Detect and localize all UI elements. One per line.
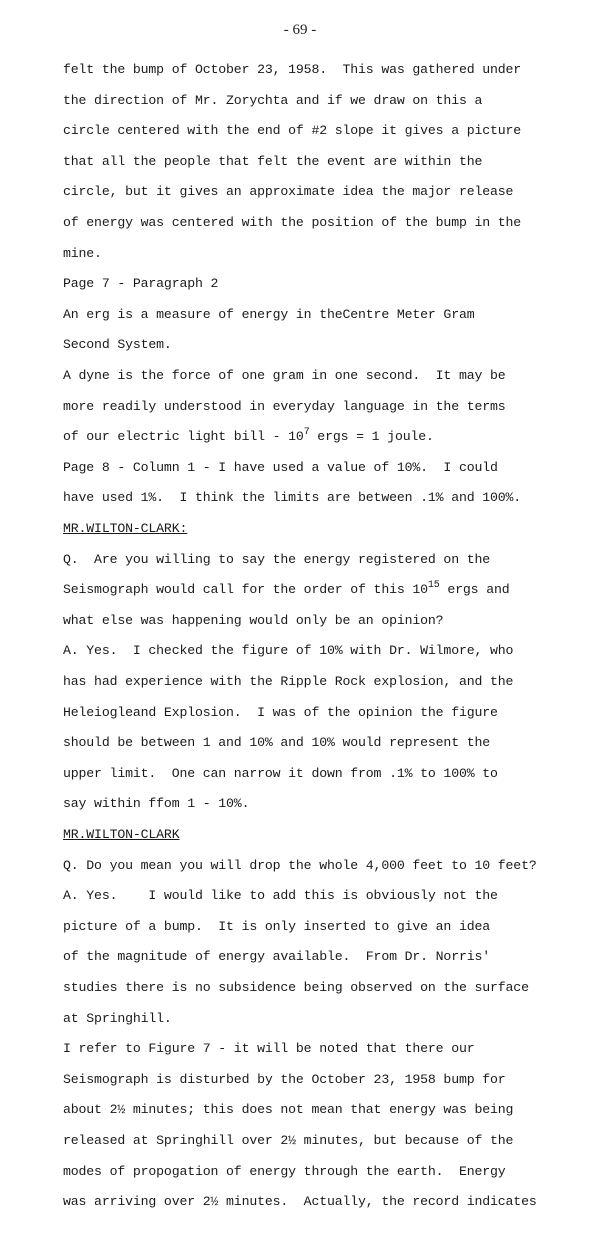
text-line: Seismograph would call for the order of this $10^{15}$ ergs and: [63, 580, 510, 598]
text-line: have used 1%. I think the limits are between .1% and 100%.: [63, 490, 522, 506]
text-line: felt the bump of October 23, 1958. This was gathered under: [63, 62, 522, 77]
text-line: A dyne is the force of one gram in one second. It may be: [63, 368, 506, 383]
text-line: studies there is no subsidence being observed on the surface: [63, 980, 529, 995]
text-line: was arriving over 2½ minutes. Actually, the record indicates: [63, 1194, 537, 1210]
text-line: picture of a bump. It is only inserted to give an idea: [63, 918, 491, 934]
speaker-heading: MR.WILTON-CLARK: [63, 827, 180, 842]
text-line: what else was happening would only be an opinion?: [63, 612, 444, 628]
text-line: Heleiogleand Explosion. I was of the opinion the figure: [63, 704, 498, 720]
text-line: should be between 1 and 10% and 10% would represent the: [63, 735, 491, 751]
text-line: at Springhill.: [63, 1010, 172, 1026]
text-line: of the magnitude of energy available. From Dr. Norris': [63, 949, 491, 965]
text-line: of energy was centered with the position of the bump in the: [63, 215, 522, 230]
text-line: Q. Are you willing to say the energy registered on the: [63, 551, 491, 567]
speaker-heading: MR.WILTON-CLARK:: [63, 521, 188, 536]
text-line: of our electric light bill - $10^7$ ergs = 1 joule.: [63, 427, 434, 445]
text-line: has had experience with the Ripple Rock explosion, and the: [63, 674, 514, 689]
text-line: Q. Do you mean you will drop the whole 4,000 feet to 10 feet?: [63, 857, 537, 873]
text-line: I refer to Figure 7 - it will be noted that there our: [63, 1041, 475, 1057]
text-line: about 2½ minutes; this does not mean that energy was being: [63, 1102, 514, 1118]
text-line: A. Yes. I would like to add this is obviously not the: [63, 888, 498, 904]
text-line: Page 8 - Column 1 - I have used a value of 10%. I could: [63, 459, 498, 475]
exponent: 7: [303, 427, 310, 439]
text-line: circle, but it gives an approximate idea the major release: [63, 184, 514, 200]
page-number: - 69 -: [283, 22, 317, 38]
text-line: that all the people that felt the event are within the: [63, 153, 483, 169]
text-line: circle centered with the end of #2 slope it gives a picture: [63, 123, 522, 139]
text-line: say within ffom 1 - 10%.: [63, 796, 250, 812]
text-line: Page 7 - Paragraph 2: [63, 276, 219, 292]
text-line: more readily understood in everyday language in the terms: [63, 398, 506, 414]
text-line: A. Yes. I checked the figure of 10% with Dr. Wilmore, who: [63, 643, 514, 659]
exponent: 15: [427, 580, 440, 592]
text-line: An erg is a measure of energy in theCentre Meter Gram: [63, 306, 475, 322]
text-line: Seismograph is disturbed by the October 23, 1958 bump for: [63, 1071, 506, 1087]
text-line: Second System.: [63, 337, 172, 353]
text-line: mine.: [63, 245, 102, 261]
text-line: the direction of Mr. Zorychta and if we draw on this a: [63, 92, 483, 108]
text-line: modes of propogation of energy through the earth. Energy: [63, 1163, 506, 1179]
text-line: upper limit. One can narrow it down from .1% to 100% to: [63, 765, 498, 781]
text-line: released at Springhill over 2½ minutes, but because of the: [63, 1133, 514, 1148]
